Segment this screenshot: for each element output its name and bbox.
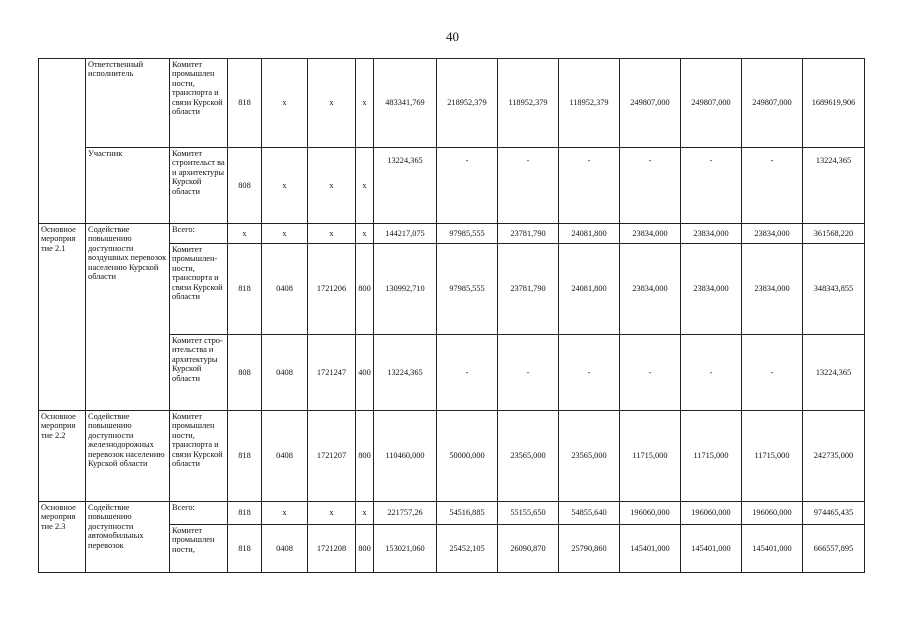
code-cell — [262, 244, 308, 335]
code-cell — [308, 411, 356, 502]
value-cell-text: 54855,640 — [571, 508, 607, 518]
code-cell-text: 0408 — [276, 284, 293, 294]
name-cell-text: Содействие повышению доступности автомобильных перевозок — [88, 503, 144, 550]
value-cell-text: 25452,105 — [449, 543, 485, 553]
value-cell — [803, 411, 865, 502]
executor-cell-text: Комитет промышлен ности, транспорта и связи Курской области — [172, 412, 223, 469]
value-cell — [742, 244, 803, 335]
value-cell — [681, 335, 742, 411]
code-cell — [356, 59, 374, 148]
code-cell-text: x — [362, 98, 367, 108]
value-cell — [437, 148, 498, 224]
table-row — [39, 224, 865, 244]
executor-cell-text: Комитет промышлен- ности, транспорта и связи Курской области — [172, 245, 223, 302]
code-cell-text: 0408 — [276, 367, 293, 377]
code-cell — [262, 502, 308, 525]
code-cell — [228, 525, 262, 573]
value-cell-text: 23834,000 — [754, 228, 790, 238]
value-cell-text: - — [770, 156, 774, 165]
code-cell — [308, 525, 356, 573]
executor-cell-text: Комитет строительст ва и архитектуры Курской области — [172, 149, 225, 196]
value-cell — [374, 148, 437, 224]
value-cell-text: 26090,870 — [510, 543, 546, 553]
value-cell-text: 24081,800 — [571, 284, 607, 294]
code-cell — [262, 525, 308, 573]
value-cell — [620, 525, 681, 573]
value-cell — [803, 525, 865, 573]
code-cell-text: 1721247 — [316, 367, 347, 377]
value-cell — [803, 148, 865, 224]
value-cell — [374, 244, 437, 335]
executor-cell-text: Комитет промышлен ности, — [172, 526, 215, 554]
event-cell — [39, 502, 86, 573]
value-cell-text: - — [770, 367, 774, 377]
value-cell — [437, 59, 498, 148]
code-cell-text: 800 — [358, 543, 371, 553]
value-cell — [742, 59, 803, 148]
code-cell-text: 1721208 — [316, 543, 347, 553]
value-cell — [374, 502, 437, 525]
value-cell-text: 974465,435 — [813, 508, 854, 518]
value-cell-text: 13224,365 — [815, 156, 852, 165]
executor-cell — [170, 525, 228, 573]
code-cell — [228, 59, 262, 148]
event-cell-text: Основное мероприя тие 2.3 — [41, 503, 76, 531]
value-cell — [559, 59, 620, 148]
code-cell — [228, 224, 262, 244]
code-cell-text: x — [282, 228, 287, 238]
value-cell — [742, 335, 803, 411]
value-cell — [620, 148, 681, 224]
value-cell — [620, 224, 681, 244]
value-cell — [559, 411, 620, 502]
value-cell-text: 24081,800 — [571, 228, 607, 238]
value-cell — [559, 224, 620, 244]
code-cell — [356, 502, 374, 525]
value-cell — [681, 59, 742, 148]
executor-cell — [170, 59, 228, 148]
value-cell-text: 23834,000 — [693, 228, 729, 238]
value-cell-text: 55155,650 — [510, 508, 546, 518]
code-cell — [356, 525, 374, 573]
value-cell-text: 361568,220 — [813, 228, 854, 238]
code-cell-text: x — [242, 228, 247, 238]
name-cell — [86, 148, 170, 224]
value-cell — [620, 244, 681, 335]
value-cell — [437, 244, 498, 335]
value-cell — [374, 59, 437, 148]
executor-cell — [170, 224, 228, 244]
value-cell-text: 54516,885 — [449, 508, 485, 518]
code-cell — [356, 224, 374, 244]
value-cell-text: - — [465, 156, 469, 165]
code-cell-text: 0408 — [276, 451, 293, 461]
value-cell-text: 145401,000 — [691, 543, 731, 553]
value-cell — [498, 525, 559, 573]
value-cell — [803, 244, 865, 335]
code-cell — [228, 502, 262, 525]
code-cell-text: 818 — [238, 98, 251, 108]
value-cell — [742, 411, 803, 502]
value-cell-text: 97985,555 — [449, 284, 485, 294]
value-cell-text: 130992,710 — [385, 284, 425, 294]
value-cell — [559, 244, 620, 335]
executor-cell — [170, 244, 228, 335]
value-cell — [620, 335, 681, 411]
code-cell — [356, 335, 374, 411]
code-cell — [228, 335, 262, 411]
value-cell-text: - — [526, 367, 530, 377]
value-cell-text: 249807,000 — [691, 98, 731, 108]
executor-cell — [170, 411, 228, 502]
value-cell — [437, 502, 498, 525]
code-cell-text: 808 — [238, 367, 251, 377]
code-cell-text: 400 — [358, 367, 371, 377]
code-cell — [308, 148, 356, 224]
value-cell — [620, 59, 681, 148]
value-cell-text: 153021,060 — [385, 543, 425, 553]
value-cell — [620, 502, 681, 525]
value-cell — [742, 224, 803, 244]
value-cell — [498, 335, 559, 411]
code-cell — [228, 411, 262, 502]
code-cell — [356, 148, 374, 224]
value-cell-text: 23781,790 — [510, 284, 546, 294]
code-cell — [308, 59, 356, 148]
code-cell — [262, 59, 308, 148]
executor-cell-text: Комитет стро- ительства и архитектуры Курской области — [172, 336, 223, 383]
code-cell-text: x — [282, 508, 287, 518]
value-cell — [498, 224, 559, 244]
event-cell — [39, 59, 86, 224]
code-cell — [308, 244, 356, 335]
table-row — [39, 502, 865, 525]
value-cell-text: 145401,000 — [752, 543, 792, 553]
name-cell — [86, 411, 170, 502]
value-cell-text: 23834,000 — [754, 284, 790, 294]
value-cell-text: 97985,555 — [449, 228, 485, 238]
value-cell-text: 23834,000 — [693, 284, 729, 294]
value-cell-text: 118952,379 — [569, 98, 609, 108]
value-cell — [742, 148, 803, 224]
value-cell-text: 110460,000 — [385, 451, 425, 461]
code-cell — [308, 224, 356, 244]
code-cell-text: 1721206 — [316, 284, 347, 294]
value-cell — [498, 244, 559, 335]
value-cell — [620, 411, 681, 502]
value-cell — [742, 502, 803, 525]
value-cell-text: 144217,075 — [385, 228, 425, 238]
value-cell — [559, 525, 620, 573]
name-cell — [86, 502, 170, 573]
event-cell — [39, 224, 86, 411]
value-cell-text: - — [587, 367, 591, 377]
value-cell — [437, 525, 498, 573]
value-cell-text: 13224,365 — [387, 367, 423, 377]
table-row — [39, 411, 865, 502]
value-cell — [681, 525, 742, 573]
code-cell — [228, 148, 262, 224]
code-cell — [308, 502, 356, 525]
value-cell-text: 13224,365 — [387, 156, 423, 165]
value-cell-text: 11715,000 — [632, 451, 668, 461]
event-cell-text: Основное мероприя тие 2.1 — [41, 225, 76, 253]
code-cell — [356, 411, 374, 502]
value-cell — [681, 244, 742, 335]
code-cell-text: 800 — [358, 284, 371, 294]
value-cell — [803, 59, 865, 148]
budget-table — [38, 58, 865, 573]
value-cell — [374, 525, 437, 573]
value-cell-text: 23781,790 — [510, 228, 546, 238]
executor-cell-text: Всего: — [172, 225, 195, 234]
executor-cell — [170, 335, 228, 411]
value-cell-text: - — [709, 367, 713, 377]
value-cell-text: 11715,000 — [754, 451, 790, 461]
value-cell — [498, 59, 559, 148]
value-cell — [374, 224, 437, 244]
value-cell — [803, 335, 865, 411]
value-cell — [559, 148, 620, 224]
code-cell-text: x — [362, 180, 367, 190]
value-cell-text: 23834,000 — [632, 228, 668, 238]
table-row — [39, 148, 865, 224]
code-cell-text: x — [362, 508, 367, 518]
code-cell-text: 818 — [238, 508, 251, 518]
value-cell-text: 23565,000 — [510, 451, 546, 461]
name-cell — [86, 59, 170, 148]
value-cell — [437, 224, 498, 244]
page-number: 40 — [446, 29, 459, 44]
value-cell-text: 23565,000 — [571, 451, 607, 461]
value-cell-text: 1689619,906 — [811, 98, 856, 108]
code-cell-text: 800 — [358, 451, 371, 461]
executor-cell-text: Комитет промышлен ности, транспорта и связи Курской области — [172, 60, 223, 117]
value-cell — [803, 224, 865, 244]
code-cell — [262, 335, 308, 411]
table-row — [39, 59, 865, 148]
value-cell-text: 196060,000 — [691, 508, 731, 518]
value-cell-text: 11715,000 — [693, 451, 729, 461]
code-cell-text: x — [329, 98, 334, 108]
name-cell-text: Участник — [88, 149, 123, 158]
code-cell-text: x — [329, 508, 334, 518]
value-cell-text: 348343,855 — [813, 284, 854, 294]
code-cell-text: x — [282, 98, 287, 108]
executor-cell — [170, 148, 228, 224]
value-cell — [559, 502, 620, 525]
value-cell-text: 483341,769 — [385, 98, 425, 108]
value-cell — [437, 335, 498, 411]
value-cell — [374, 411, 437, 502]
name-cell — [86, 224, 170, 411]
code-cell-text: 808 — [238, 180, 251, 190]
value-cell — [498, 148, 559, 224]
code-cell-text: 818 — [238, 543, 251, 553]
value-cell — [681, 224, 742, 244]
value-cell — [681, 148, 742, 224]
code-cell-text: x — [282, 180, 287, 190]
value-cell — [803, 502, 865, 525]
code-cell-text: x — [329, 180, 334, 190]
value-cell — [681, 411, 742, 502]
executor-cell — [170, 502, 228, 525]
value-cell-text: 221757,26 — [387, 508, 423, 518]
executor-cell-text: Всего: — [172, 503, 195, 512]
name-cell-text: Содействие повышению доступности железнодорожных перевозок населению Курской области — [88, 412, 165, 469]
value-cell — [559, 335, 620, 411]
code-cell-text: x — [362, 228, 367, 238]
value-cell-text: 249807,000 — [630, 98, 670, 108]
value-cell — [374, 335, 437, 411]
value-cell-text: 249807,000 — [752, 98, 792, 108]
code-cell — [308, 335, 356, 411]
code-cell — [228, 244, 262, 335]
event-cell-text: Основное мероприя тие 2.2 — [41, 412, 76, 440]
value-cell-text: - — [465, 367, 469, 377]
code-cell-text: 1721207 — [316, 451, 347, 461]
value-cell — [437, 411, 498, 502]
code-cell-text: x — [329, 228, 334, 238]
value-cell-text: 23834,000 — [632, 284, 668, 294]
value-cell-text: - — [587, 156, 591, 165]
value-cell-text: 218952,379 — [447, 98, 487, 108]
value-cell-text: - — [648, 156, 652, 165]
code-cell — [262, 224, 308, 244]
code-cell — [262, 148, 308, 224]
value-cell-text: - — [648, 367, 652, 377]
code-cell-text: 818 — [238, 284, 251, 294]
value-cell — [681, 502, 742, 525]
name-cell-text: Ответственный исполнитель — [88, 60, 144, 79]
value-cell-text: - — [709, 156, 713, 165]
value-cell-text: 242735,000 — [813, 451, 854, 461]
value-cell-text: 13224,365 — [815, 367, 852, 377]
value-cell-text: 666557,895 — [813, 543, 854, 553]
value-cell-text: 145401,000 — [630, 543, 670, 553]
code-cell-text: 0408 — [276, 543, 293, 553]
value-cell-text: 196060,000 — [630, 508, 670, 518]
value-cell-text: 25790,860 — [571, 543, 607, 553]
value-cell-text: - — [526, 156, 530, 165]
code-cell-text: 818 — [238, 451, 251, 461]
value-cell — [498, 411, 559, 502]
value-cell-text: 196060,000 — [752, 508, 792, 518]
value-cell-text: 118952,379 — [508, 98, 548, 108]
value-cell-text: 50000,000 — [449, 451, 485, 461]
name-cell-text: Содействие повышению доступности воздушных перевозок населению Курской области — [88, 225, 167, 282]
code-cell — [356, 244, 374, 335]
value-cell — [742, 525, 803, 573]
code-cell — [262, 411, 308, 502]
event-cell — [39, 411, 86, 502]
value-cell — [498, 502, 559, 525]
